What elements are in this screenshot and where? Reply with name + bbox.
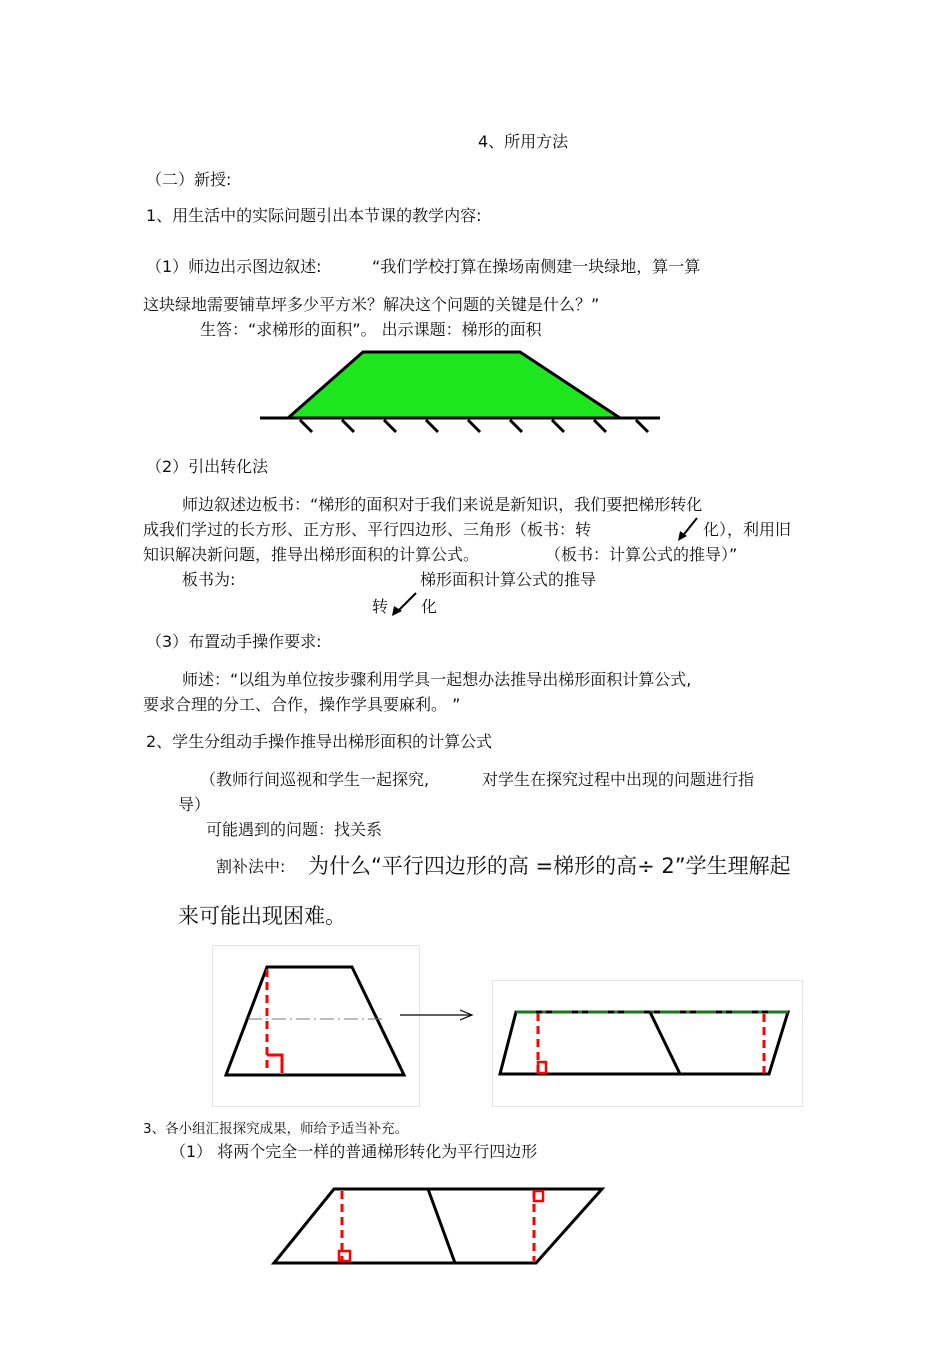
ground-hatching (300, 420, 648, 432)
board-arrow-down-left-icon (389, 590, 419, 618)
item-1-line-1b: “我们学校打算在操场南侧建一块绿地，算一算 (372, 257, 701, 276)
parallelogram-result-figure (492, 980, 803, 1107)
item-1-line-3: 生答：“求梯形的面积”。 出示课题：梯形的面积 (200, 320, 542, 339)
arrow-down-left-icon (675, 515, 701, 543)
board-label: 板书为: (182, 570, 236, 589)
step-2-line-2: 导） (178, 795, 211, 814)
board-title: 梯形面积计算公式的推导 (420, 570, 597, 589)
board-zhuan: 转 (372, 597, 389, 616)
item-1-line-1a: （1）师边出示图边叙述: (146, 257, 322, 276)
board-hua: 化 (421, 597, 438, 616)
green-field-trapezoid-figure (250, 345, 670, 437)
item-1-line-2: 这块绿地需要铺草坪多少平方米？解决这个问题的关键是什么？” (143, 295, 600, 314)
section-heading: 4、所用方法 (478, 132, 569, 151)
item-2-line-3b: （板书：计算公式的推导）” (545, 545, 738, 564)
item-2-title: （2）引出转化法 (146, 457, 269, 476)
step-1-title: 1、用生活中的实际问题引出本节课的教学内容: (146, 206, 482, 225)
section-new-teaching: （二）新授: (146, 170, 232, 189)
item-3-line-1: 师述：“以组为单位按步骤利用学具一起想办法推导出梯形面积计算公式, (182, 670, 692, 689)
transform-arrow-icon (398, 1007, 476, 1023)
step-2-line-1a: （教师行间巡视和学生一起探究, (200, 770, 430, 789)
step-2-big-1a: 割补法中: (216, 857, 286, 876)
trapezoid-cut-figure (212, 945, 420, 1107)
two-trapezoids-parallelogram-figure (268, 1183, 608, 1269)
item-2-line-3a: 知识解决新问题，推导出梯形面积的计算公式。 (143, 545, 480, 564)
step-2-line-3: 可能遇到的问题：找关系 (206, 820, 383, 839)
item-2-line-2a: 成我们学过的长方形、正方形、平行四边形、三角形（板书：转 (143, 520, 592, 539)
step-3-sub: （1） 将两个完全一样的普通梯形转化为平行四边形 (170, 1142, 538, 1161)
step-3-title: 3、各小组汇报探究成果，师给予适当补充。 (143, 1121, 409, 1137)
item-3-title: （3）布置动手操作要求: (146, 632, 322, 651)
step-2-line-1b: 对学生在探究过程中出现的问题进行指 (482, 770, 755, 789)
step-2-title: 2、学生分组动手操作推导出梯形面积的计算公式 (146, 732, 493, 751)
parallelogram-outline (274, 1189, 602, 1263)
step-2-big-1b: 为什么“平行四边形的高 =梯形的高÷ 2”学生理解起 (308, 854, 791, 878)
item-2-line-2b: 化），利用旧 (703, 520, 792, 539)
item-3-line-2: 要求合理的分工、合作，操作学具要麻利。 ” (143, 695, 461, 714)
item-2-line-1: 师边叙述边板书：“梯形的面积对于我们来说是新知识，我们要把梯形转化 (182, 495, 703, 514)
grass-trapezoid (288, 352, 620, 418)
join-line (428, 1189, 455, 1263)
step-2-big-2: 来可能出现困难。 (178, 904, 346, 928)
